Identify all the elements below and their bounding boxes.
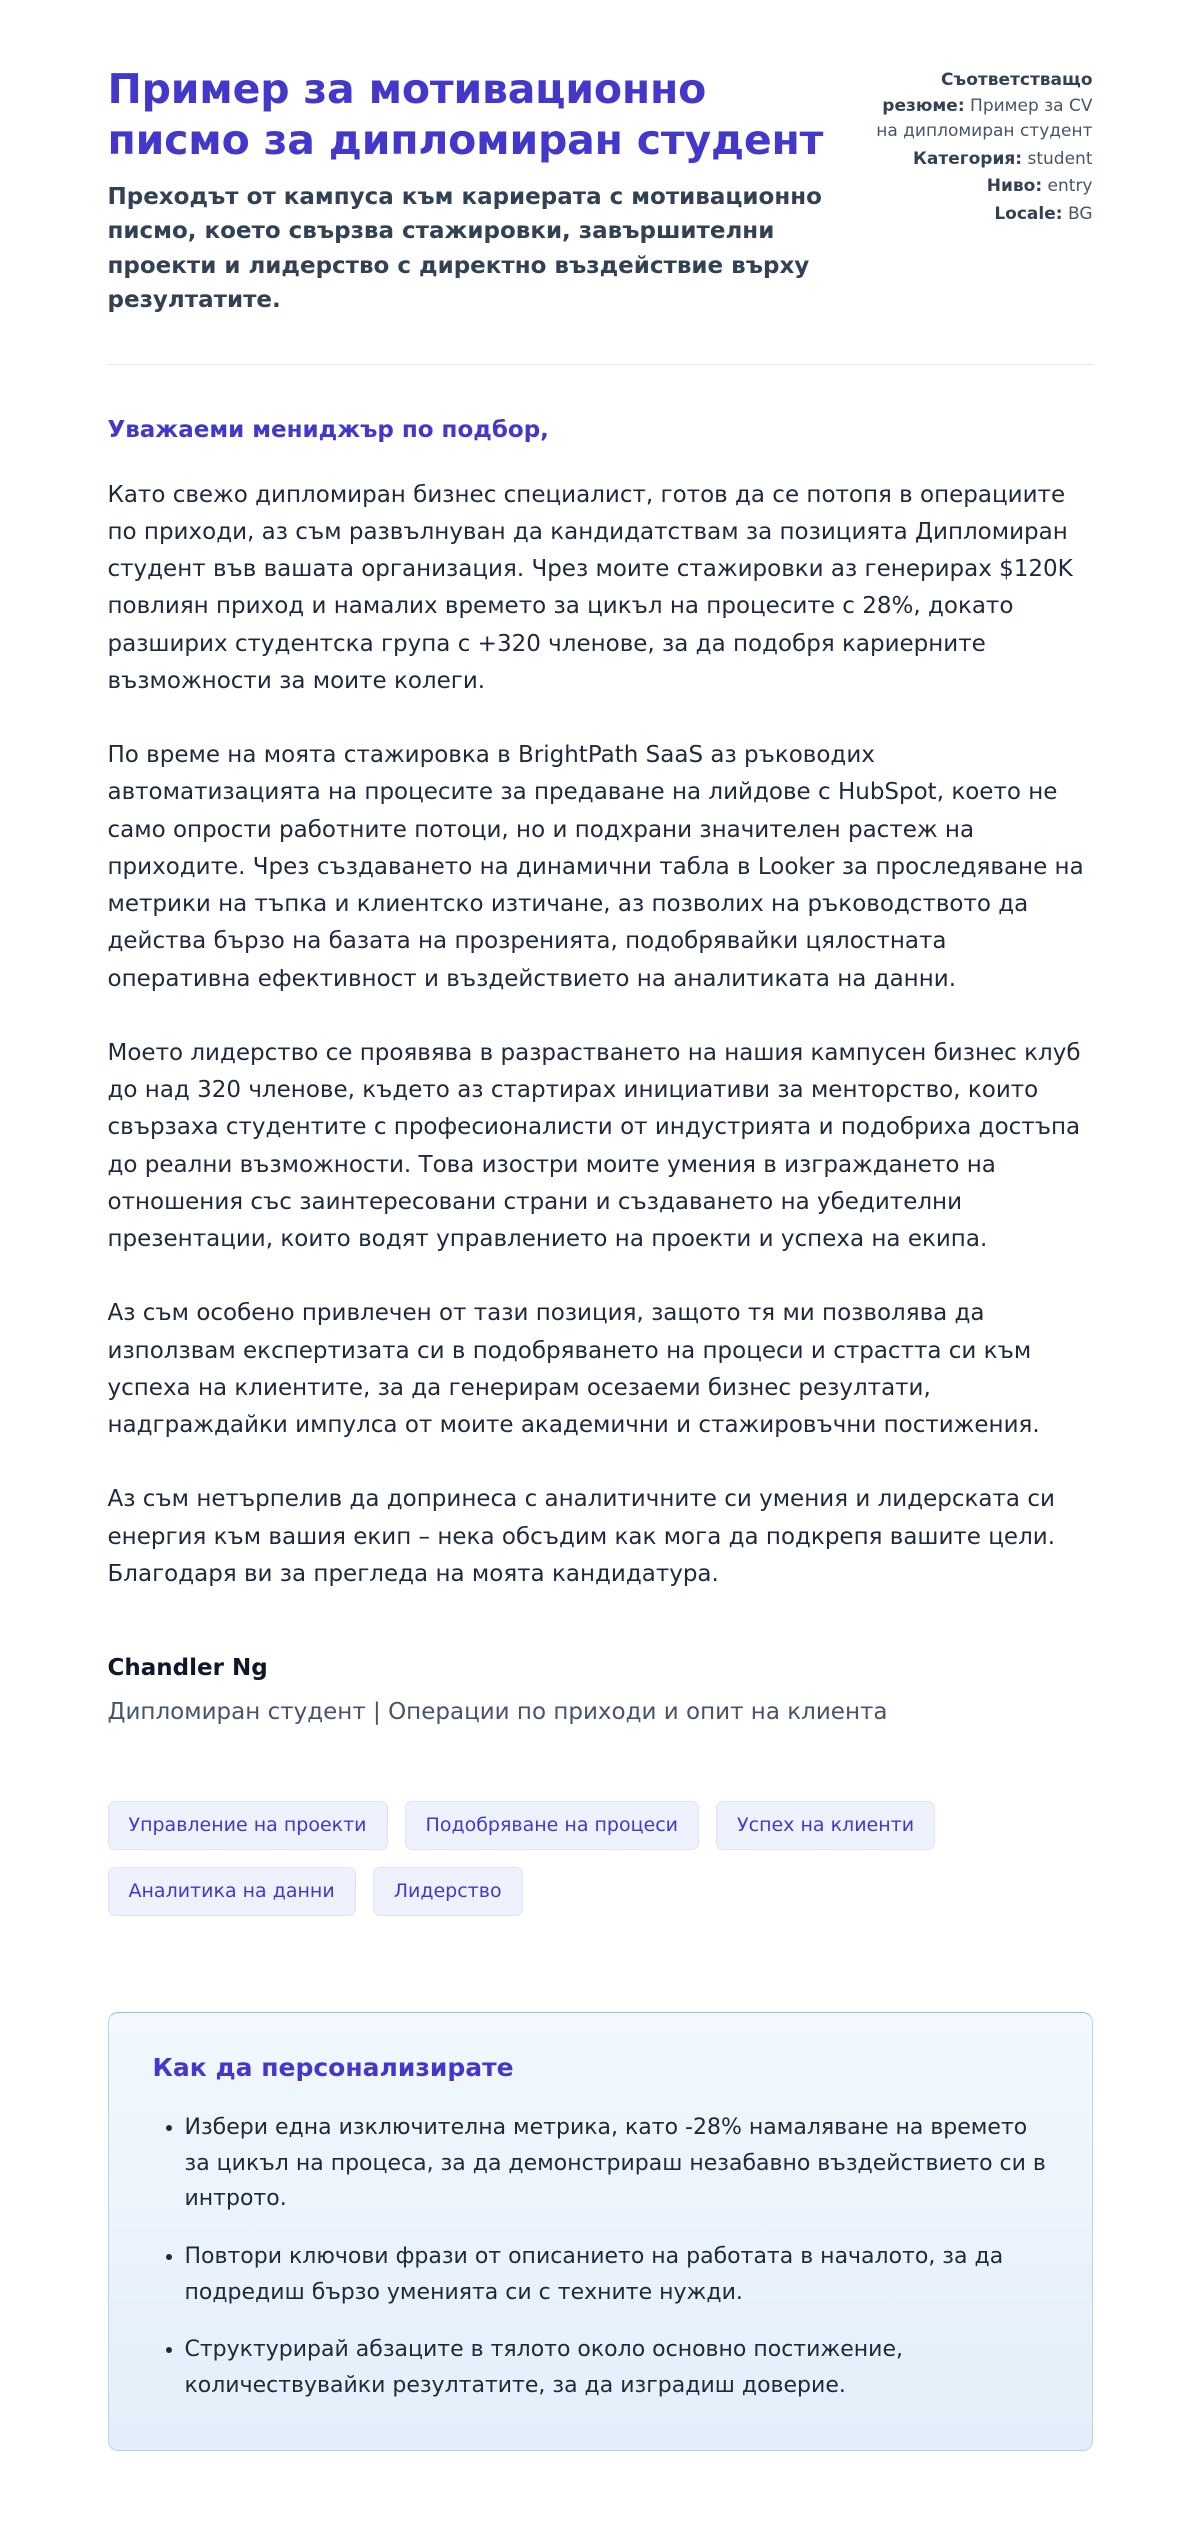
tag-chip: Аналитика на данни <box>108 1867 356 1916</box>
tag-chip: Управление на проекти <box>108 1801 388 1850</box>
meta-label: Ниво: <box>986 176 1043 196</box>
letter-paragraph: Като свежо дипломиран бизнес специалист, готов да се потопя в операциите по приходи, аз съм развълнуван да кандидатствам за позицията Дипломиран студент във вашата организация. Чрез моите стажировки аз генерирах $120K повлиян приход и намалих времето за цикъл на процесите с 28%, докато разширих студентска група с +320 членове, за да подобря кариерните възможности за моите колеги. <box>107 481 1073 694</box>
tag-list <box>108 1801 1093 1916</box>
letter-paragraph: Аз съм нетърпелив да допринеса с аналитичните си умения и лидерската си енергия към вашия екип – нека обсъдим как мога да подкрепя вашите цели. Благодаря ви за прегледа на моята кандидатура. <box>107 1486 1056 1587</box>
letter-paragraph: Аз съм особено привлечен от тази позиция, защото тя ми позволява да използвам експертизата си в подобряването на процеси и страстта си към успеха на клиентите, за да генерирам осезаеми бизнес резултати, надграждайки импулса от моите академични и стажировъчни постижения. <box>107 1300 1040 1439</box>
header-left <box>108 64 875 318</box>
page <box>108 0 1093 2521</box>
letter-paragraph: По време на моята стажировка в BrightPath SaaS аз ръководих автоматизацията на процесите за предаване на лийдове с HubSpot, което не само опрости работните потоци, но и подхрани значителен растеж на приходите. Чрез създаването на динамични табла в Looker за проследяване на метрики на тъпка и клиентско изтичане, аз позволих на ръководството да действа бързо на базата на прозренията, подобрявайки цялостната оперативна ефективност и въздействието на аналитиката на данни. <box>107 742 1084 992</box>
signature-title: Дипломиран студент | Операции по приходи и опит на клиента <box>107 1699 888 1726</box>
meta-value: student <box>1027 148 1093 169</box>
signature <box>108 1655 1093 1725</box>
tag-chip: Подобряване на процеси <box>405 1801 700 1850</box>
letter-body <box>108 417 1093 1594</box>
divider <box>108 364 1093 365</box>
meta-row <box>875 202 1093 228</box>
meta-row <box>875 174 1093 200</box>
meta-label: Категория: <box>912 148 1023 169</box>
meta-panel <box>875 64 1093 229</box>
page-subtitle: Преходът от кампуса към кариерата с мотивационно писмо, което свързва стажировки, завършителни проекти и лидерство с директно въздействие върху резултатите. <box>107 183 822 314</box>
meta-value: Пример за CV на дипломиран студент <box>876 95 1093 141</box>
tag-chip: Лидерство <box>373 1867 523 1916</box>
tip-item: • Повтори ключови фрази от описанието на работата в началото, за да подредиш бързо уменията си с техните нужди. <box>185 2239 1048 2310</box>
greeting: Уважаеми мениджър по подбор, <box>107 416 549 443</box>
meta-row <box>875 147 1093 173</box>
meta-row <box>875 68 1093 145</box>
meta-value: BG <box>1067 203 1093 224</box>
signature-name: Chandler Ng <box>107 1655 268 1682</box>
tip-item: • Избери една изключителна метрика, като -28% намаляване на времето за цикъл на процеса, за да демонстрираш незабавно въздействието си в интрото. <box>185 2110 1048 2217</box>
page-title: Пример за мотивационно писмо за дипломиран студент <box>107 65 824 164</box>
tips-box <box>108 2012 1093 2450</box>
tips-list <box>153 2110 1048 2403</box>
meta-label: Locale: <box>994 203 1063 224</box>
meta-label: Съответстващо резюме: <box>882 70 1093 116</box>
letter-paragraph: Моето лидерство се проявява в разрастването на нашия кампусен бизнес клуб до над 320 членове, където аз стартирах инициативи за менторство, които свързаха студентите с професионалисти от индустрията и подобриха достъпа до реални възможности. Това изостри моите умения в изграждането на отношения със заинтересовани страни и създаването на убедителни презентации, които водят управлението на проекти и успеха на екипа. <box>107 1039 1081 1253</box>
tips-title: Как да персонализирате <box>152 2053 514 2083</box>
meta-value: entry <box>1047 176 1093 196</box>
tip-item: • Структурирай абзаците в тялото около основно постижение, количествувайки резултатите, за да изградиш доверие. <box>185 2332 1048 2403</box>
tag-chip: Успех на клиенти <box>716 1801 935 1850</box>
header <box>108 64 1093 318</box>
